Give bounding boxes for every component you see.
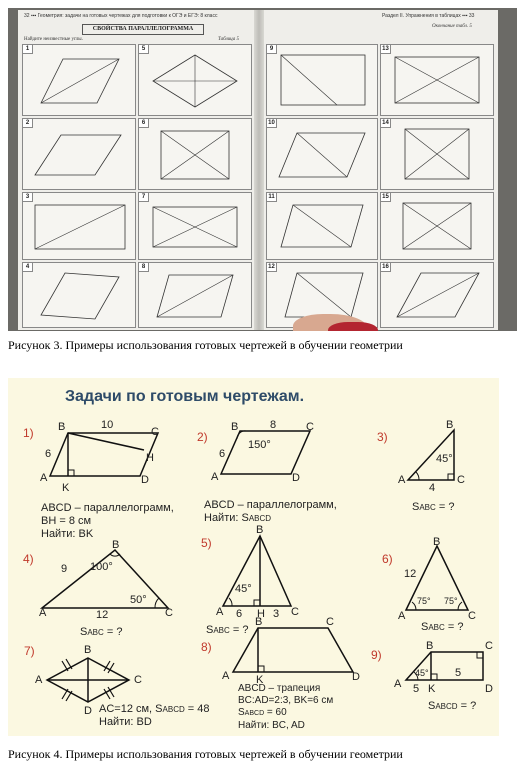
left-page-header: 32 ▪▪▪ Геометрия: задачи на готовых чертежах для подготовки к ОГЭ и ЕГЭ: 8 класс xyxy=(24,13,218,19)
problem-number: 8) xyxy=(201,640,212,654)
vertex-label: B xyxy=(446,419,454,431)
book-cell xyxy=(266,118,378,190)
cell-number: 1 xyxy=(23,45,33,54)
angle-label: 45° xyxy=(436,453,453,465)
problem-question: SABC = ? xyxy=(412,501,455,513)
cell-number: 12 xyxy=(267,263,277,272)
caption-figure-4: Рисунок 4. Примеры использования готовых чертежей в обучении геометрии xyxy=(8,747,403,761)
caption-figure-3: Рисунок 3. Примеры использования готовых чертежей в обучении геометрии xyxy=(8,338,403,352)
vertex-label: D xyxy=(292,472,300,484)
vertex-label: K xyxy=(62,482,70,494)
vertex-label: C xyxy=(468,610,476,622)
vertex-label: K xyxy=(428,683,436,695)
book-cell xyxy=(22,118,136,190)
vertex-label: B xyxy=(58,421,66,433)
side-label: 6 xyxy=(45,448,52,460)
vertex-label: B xyxy=(433,536,441,548)
problem-number: 2) xyxy=(197,430,208,444)
problem-text: ABCD – трапеция BC:AD=2:3, BK=6 см SABCD = 60 Найти: BC, AD xyxy=(238,683,334,731)
vertex-label: D xyxy=(141,474,149,486)
problem-number: 3) xyxy=(377,430,388,444)
worksheet-board xyxy=(8,378,499,736)
angle-label: 75° xyxy=(417,596,431,606)
vertex-label: B xyxy=(231,421,239,433)
angle-label: 100° xyxy=(90,561,113,573)
problem-number: 4) xyxy=(23,552,34,566)
book-cell xyxy=(266,192,378,260)
vertex-label: B xyxy=(112,539,120,551)
side-label: 9 xyxy=(61,563,68,575)
problem-text: ABCD – параллелограмм, Найти: SABCD xyxy=(204,499,337,524)
vertex-label: A xyxy=(35,674,43,686)
side-label: 5 xyxy=(455,667,462,679)
vertex-label: C xyxy=(291,606,299,618)
vertex-label: B xyxy=(255,616,263,628)
book-cell xyxy=(22,192,136,260)
vertex-label: A xyxy=(394,678,402,690)
book-cell xyxy=(380,262,494,328)
book-cell xyxy=(380,118,494,190)
cell-number: 14 xyxy=(381,119,391,128)
vertex-label: C xyxy=(151,426,159,438)
side-label: 3 xyxy=(273,608,280,620)
book-cell xyxy=(22,262,136,328)
vertex-label: C xyxy=(306,421,314,433)
cell-number: 15 xyxy=(381,193,391,202)
cell-number: 4 xyxy=(23,263,33,272)
cell-number: 10 xyxy=(267,119,277,128)
vertex-label: A xyxy=(40,472,48,484)
angle-label: 75° xyxy=(444,596,458,606)
worksheet-title: Задачи по готовым чертежам. xyxy=(65,388,305,405)
vertex-label: B xyxy=(426,640,434,652)
side-label: 5 xyxy=(413,683,420,695)
problem-number: 1) xyxy=(23,426,34,440)
vertex-label: A xyxy=(398,610,406,622)
vertex-label: A xyxy=(398,474,406,486)
vertex-label: B xyxy=(256,524,264,536)
book-cell xyxy=(380,44,494,116)
instruction-text: Найдите неизвестные углы. xyxy=(24,37,83,42)
problem-number: 7) xyxy=(24,644,35,658)
sleeve-in-photo xyxy=(328,322,378,331)
vertex-label: A xyxy=(216,606,224,618)
cell-number: 6 xyxy=(139,119,149,128)
cell-number: 2 xyxy=(23,119,33,128)
side-label: 4 xyxy=(429,482,436,494)
problem-text: ABCD – параллелограмм, BH = 8 см Найти: BK xyxy=(41,502,174,540)
cell-number: 11 xyxy=(267,193,277,202)
book-cell xyxy=(22,44,136,116)
side-label: 6 xyxy=(236,608,243,620)
vertex-label: D xyxy=(352,671,360,683)
problem-number: 5) xyxy=(201,536,212,550)
vertex-label: C xyxy=(457,474,465,486)
vertex-label: K xyxy=(256,674,264,686)
side-label: 12 xyxy=(96,609,109,621)
book-cell xyxy=(138,262,252,328)
problem-question: SABC = ? xyxy=(421,621,464,633)
table-label: Таблица 5 xyxy=(218,37,239,42)
vertex-label: A xyxy=(222,670,230,682)
side-label: 8 xyxy=(270,419,277,431)
cell-number: 13 xyxy=(381,45,391,54)
problem-number: 9) xyxy=(371,648,382,662)
angle-label: 150° xyxy=(248,439,271,451)
book-left-page xyxy=(18,10,256,330)
problem-number: 6) xyxy=(382,552,393,566)
book-right-page xyxy=(262,10,498,330)
continuation-label: Окончание табл. 5 xyxy=(432,24,472,29)
vertex-label: C xyxy=(485,640,493,652)
table-title: СВОЙСТВА ПАРАЛЛЕЛОГРАММА xyxy=(82,24,204,35)
vertex-label: H xyxy=(146,452,154,464)
side-label: 6 xyxy=(219,448,226,460)
vertex-label: B xyxy=(84,644,92,656)
vertex-label: C xyxy=(326,616,334,628)
side-label: 12 xyxy=(404,568,417,580)
angle-label: 50° xyxy=(130,594,147,606)
open-book xyxy=(18,10,498,330)
side-label: 10 xyxy=(101,419,114,431)
cell-number: 16 xyxy=(381,263,391,272)
problem-question: SABC = ? xyxy=(206,624,249,636)
right-page-header: Раздел II. Упражнения в таблицах ▪▪▪ 33 xyxy=(382,13,475,19)
cell-number: 7 xyxy=(139,193,149,202)
cell-number: 8 xyxy=(139,263,149,272)
problem-question: SABC = ? xyxy=(80,626,123,638)
vertex-label: C xyxy=(165,607,173,619)
vertex-label: A xyxy=(39,607,47,619)
angle-label: 45° xyxy=(235,583,252,595)
cell-number: 9 xyxy=(267,45,277,54)
book-cell xyxy=(138,192,252,260)
book-cell xyxy=(138,118,252,190)
problem-question: SABCD = ? xyxy=(428,700,477,712)
vertex-label: H xyxy=(257,608,265,620)
book-photo xyxy=(8,8,517,331)
book-cell xyxy=(138,44,252,116)
vertex-label: D xyxy=(485,683,493,695)
cell-number: 5 xyxy=(139,45,149,54)
vertex-label: C xyxy=(134,674,142,686)
book-cell xyxy=(266,44,378,116)
cell-number: 3 xyxy=(23,193,33,202)
angle-label: 45° xyxy=(415,668,429,678)
vertex-label: A xyxy=(211,471,219,483)
problem-text: AC=12 см, SABCD = 48 Найти: BD xyxy=(99,703,210,728)
book-cell xyxy=(380,192,494,260)
vertex-label: D xyxy=(84,705,92,717)
